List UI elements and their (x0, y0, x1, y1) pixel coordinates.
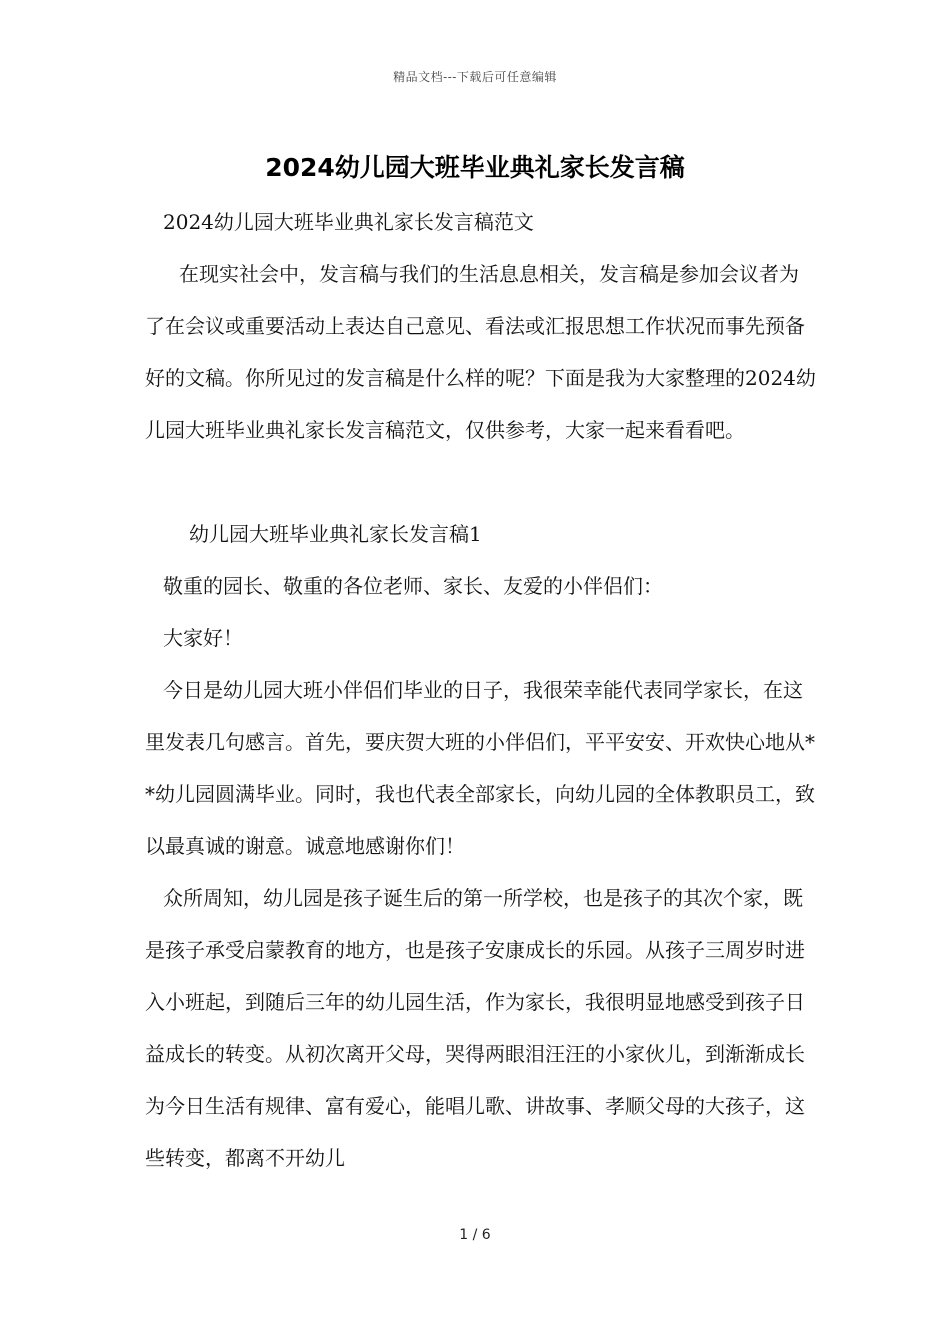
document-subtitle: 2024幼儿园大班毕业典礼家长发言稿范文 (163, 210, 534, 234)
document-body (145, 196, 817, 1184)
page-number: 1 / 6 (459, 1227, 491, 1243)
body-paragraph-1: 今日是幼儿园大班小伴侣们毕业的日子，我很荣幸能代表同学家长，在这里发表几句感言。首先，要庆贺大班的小伴侣们，平平安安、开欢快心地从**幼儿园圆满毕业。同时，我也代表全部家长，向幼儿园的全体教职员工，致以最真诚的谢意。诚意地感谢你们！ (145, 678, 815, 858)
intro-paragraph: 在现实社会中，发言稿与我们的生活息息相关，发言稿是参加会议者为了在会议或重要活动上表达自己意见、看法或汇报思想工作状况而事先预备好的文稿。你所见过的发言稿是什么样的呢？下面是我为大家整理的2024幼儿园大班毕业典礼家长发言稿范文，仅供参考，大家一起来看看吧。 (145, 262, 816, 442)
blank-line (145, 456, 817, 508)
body-paragraph-2: 众所周知，幼儿园是孩子诞生后的第一所学校，也是孩子的其次个家，既是孩子承受启蒙教育的地方，也是孩子安康成长的乐园。从孩子三周岁时进入小班起，到随后三年的幼儿园生活，作为家长，我很明显地感受到孩子日益成长的转变。从初次离开父母，哭得两眼泪汪汪的小家伙儿，到渐渐成长为今日生活有规律、富有爱心，能唱儿歌、讲故事、孝顺父母的大孩子，这些转变，都离不开幼儿 (145, 886, 805, 1170)
greeting: 大家好！ (163, 626, 243, 650)
section-heading: 幼儿园大班毕业典礼家长发言稿1 (189, 522, 482, 546)
document-title: 2024幼儿园大班毕业典礼家长发言稿 (265, 153, 685, 182)
header-note: 精品文档---下载后可任意编辑 (393, 70, 557, 84)
salutation: 敬重的园长、敬重的各位老师、家长、友爱的小伴侣们： (163, 574, 663, 598)
